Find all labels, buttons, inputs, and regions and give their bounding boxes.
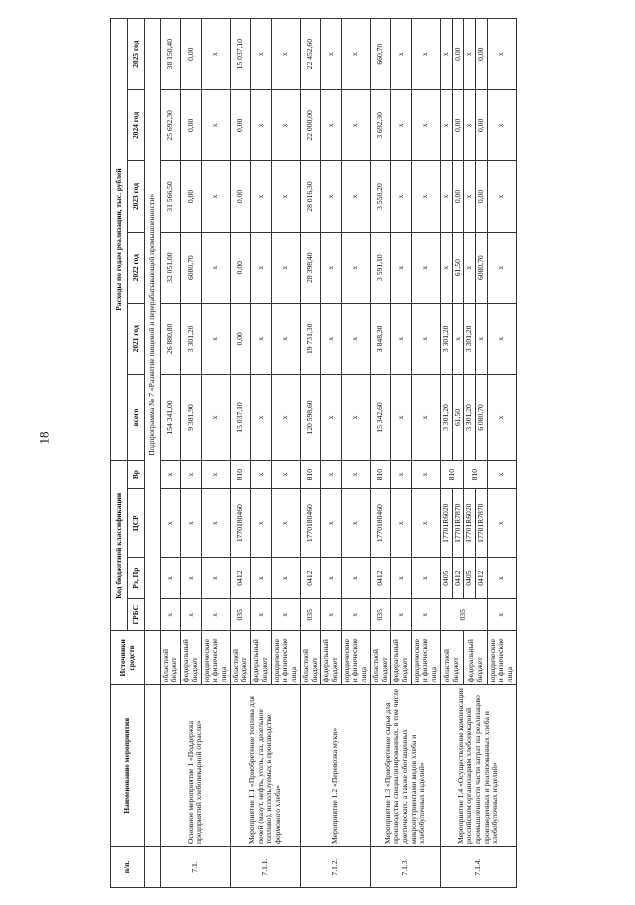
value-2022: х: [411, 232, 440, 303]
header-2023: 2023 год: [128, 161, 145, 232]
rzpr-code: 0412: [370, 558, 390, 599]
value-2021: х: [452, 303, 464, 374]
header-expenses: Расходы по годам реализации, тыс. рублей: [111, 19, 128, 461]
total-value: 6 080,70: [476, 374, 488, 460]
value-2025: х: [271, 19, 300, 90]
measure-name: Мероприятие 1.3 «Приобретение сырья для производства специализированных, в том числе диетических, а также обогащенных микронутриентами видов хлеба и хлебобулочных изделий»: [370, 685, 440, 847]
row-number: 7.1.1.: [230, 847, 300, 888]
rzpr-code: 0412: [452, 558, 464, 599]
vr-code: 810: [370, 461, 390, 489]
grbs-code: х: [160, 599, 180, 631]
header-2022: 2022 год: [128, 232, 145, 303]
value-2022: 6080,70: [181, 232, 201, 303]
value-2024: х: [440, 90, 452, 161]
value-2021: х: [476, 303, 488, 374]
table-row: [160, 19, 180, 888]
vr-code: х: [251, 461, 271, 489]
vr-code: 810: [230, 461, 250, 489]
grbs-code: х: [341, 599, 370, 631]
funding-source: областной бюджет: [370, 631, 390, 685]
value-2024: х: [391, 90, 411, 161]
value-2023: 31 566,50: [160, 161, 180, 232]
value-2023: 0,00: [181, 161, 201, 232]
csr-code: 1770180460: [300, 489, 320, 558]
csr-code: 17701R6020: [464, 489, 476, 558]
value-2025: 0,00: [181, 19, 201, 90]
page-number: 18: [36, 431, 52, 445]
value-2024: х: [341, 90, 370, 161]
value-2022: 6080,70: [476, 232, 488, 303]
value-2021: 3 301,20: [440, 303, 452, 374]
header-name: Наименование мероприятия: [111, 685, 145, 847]
rzpr-code: 0412: [230, 558, 250, 599]
value-2023: х: [271, 161, 300, 232]
measure-name: Мероприятие 1.1 «Приобретение топлива для печей (мазут, нефть, уголь, газ, дизельное топливо), используемых в производстве формового хлеба»: [230, 685, 300, 847]
value-2022: х: [440, 232, 452, 303]
grbs-code: 035: [300, 599, 320, 631]
funding-source: федеральный бюджет: [251, 631, 271, 685]
row-number: 7.1.4.: [440, 847, 516, 888]
grbs-code: х: [251, 599, 271, 631]
vr-code: х: [391, 461, 411, 489]
value-2023: 28 016,30: [300, 161, 320, 232]
csr-code: х: [391, 489, 411, 558]
value-2025: х: [391, 19, 411, 90]
csr-code: х: [251, 489, 271, 558]
csr-code: х: [160, 489, 180, 558]
table-row: [230, 19, 250, 888]
value-2024: х: [487, 90, 516, 161]
total-value: х: [251, 374, 271, 460]
total-value: 120 598,60: [300, 374, 320, 460]
value-2022: х: [464, 232, 476, 303]
value-2023: 3 550,20: [370, 161, 390, 232]
rzpr-code: 0412: [300, 558, 320, 599]
value-2023: х: [487, 161, 516, 232]
rzpr-code: х: [201, 558, 230, 599]
value-2023: х: [341, 161, 370, 232]
total-value: 15 037,10: [230, 374, 250, 460]
vr-code: х: [341, 461, 370, 489]
value-2023: х: [251, 161, 271, 232]
value-2024: 0,00: [476, 90, 488, 161]
value-2023: 0,00: [476, 161, 488, 232]
rzpr-code: х: [321, 558, 341, 599]
csr-code: 1770180460: [230, 489, 250, 558]
value-2022: х: [487, 232, 516, 303]
value-2025: х: [440, 19, 452, 90]
header-total: всего: [128, 374, 145, 460]
header-grbs: ГРБС: [128, 599, 145, 631]
value-2022: х: [321, 232, 341, 303]
value-2025: х: [464, 19, 476, 90]
grbs-code: х: [321, 599, 341, 631]
rzpr-code: 0405: [464, 558, 476, 599]
funding-source: федеральный бюджет: [181, 631, 201, 685]
value-2024: 0,00: [230, 90, 250, 161]
value-2022: 28 398,40: [300, 232, 320, 303]
total-value: х: [411, 374, 440, 460]
value-2023: х: [440, 161, 452, 232]
value-2021: 3 301,20: [464, 303, 476, 374]
grbs-code: 035: [370, 599, 390, 631]
csr-code: 1770180460: [370, 489, 390, 558]
csr-code: х: [487, 489, 516, 558]
value-2025: 15 037,10: [230, 19, 250, 90]
vr-code: 810: [300, 461, 320, 489]
value-2024: х: [321, 90, 341, 161]
value-2025: х: [411, 19, 440, 90]
funding-source: юридические и физические лица: [201, 631, 230, 685]
rzpr-code: х: [411, 558, 440, 599]
funding-source: областной бюджет: [160, 631, 180, 685]
value-2025: 0,00: [476, 19, 488, 90]
grbs-code: х: [487, 599, 516, 631]
expenses-table: [110, 18, 517, 888]
value-2021: 19 731,30: [300, 303, 320, 374]
csr-code: х: [411, 489, 440, 558]
vr-code: х: [487, 461, 516, 489]
value-2022: х: [251, 232, 271, 303]
value-2022: 3 591,10: [370, 232, 390, 303]
value-2021: 3 848,30: [370, 303, 390, 374]
funding-source: федеральный бюджет: [464, 631, 487, 685]
total-value: х: [487, 374, 516, 460]
value-2021: 0,00: [230, 303, 250, 374]
value-2021: 26 880,80: [160, 303, 180, 374]
csr-code: 17701R7870: [476, 489, 488, 558]
funding-source: областной бюджет: [440, 631, 463, 685]
rzpr-code: х: [251, 558, 271, 599]
grbs-code: х: [201, 599, 230, 631]
value-2024: х: [201, 90, 230, 161]
value-2021: х: [251, 303, 271, 374]
grbs-code: х: [391, 599, 411, 631]
value-2024: 3 692,30: [370, 90, 390, 161]
csr-code: х: [201, 489, 230, 558]
measure-name: Мероприятие 1.4 «Осуществление компенсации российским организациям хлебопекарной промышленности части затрат на реализацию произведенных и реализованных хлеба и хлебобулочных изделий»: [440, 685, 516, 847]
header-source: Источники средств: [111, 631, 145, 685]
value-2024: х: [411, 90, 440, 161]
value-2022: х: [201, 232, 230, 303]
table-row: [440, 19, 452, 888]
value-2025: х: [487, 19, 516, 90]
value-2024: 0,00: [452, 90, 464, 161]
value-2025: 22 452,60: [300, 19, 320, 90]
grbs-code: х: [181, 599, 201, 631]
value-2021: х: [201, 303, 230, 374]
funding-source: федеральный бюджет: [321, 631, 341, 685]
total-value: 9 381,90: [181, 374, 201, 460]
funding-source: юридические и физические лица: [341, 631, 370, 685]
rzpr-code: х: [391, 558, 411, 599]
vr-code: х: [160, 461, 180, 489]
total-value: х: [391, 374, 411, 460]
row-number: 7.1.3.: [370, 847, 440, 888]
csr-code: х: [321, 489, 341, 558]
header-vr: Вр: [128, 461, 145, 489]
rzpr-code: х: [341, 558, 370, 599]
value-2023: 0,00: [230, 161, 250, 232]
rzpr-code: х: [181, 558, 201, 599]
value-2022: 0,00: [230, 232, 250, 303]
rotated-table-container: [110, 18, 620, 888]
funding-source: юридические и физические лица: [487, 631, 516, 685]
value-2024: 25 692,30: [160, 90, 180, 161]
value-2025: 38 150,40: [160, 19, 180, 90]
value-2023: х: [464, 161, 476, 232]
table-row: [370, 19, 390, 888]
value-2024: 0,00: [181, 90, 201, 161]
grbs-code: х: [271, 599, 300, 631]
total-value: 61,50: [452, 374, 464, 460]
header-2025: 2025 год: [128, 19, 145, 90]
measure-name: Основное мероприятие 1 «Поддержка предприятий хлебопекарной отрасли»: [160, 685, 230, 847]
total-value: х: [341, 374, 370, 460]
value-2021: 3 301,20: [181, 303, 201, 374]
header-csr: ЦСР: [128, 489, 145, 558]
rzpr-code: х: [487, 558, 516, 599]
header-num: п/п.: [111, 847, 145, 888]
subprogram-title: Подпрограмма № 7 «Развитие пищевой и перерабатывающей промышленности»: [145, 19, 161, 631]
value-2023: х: [201, 161, 230, 232]
value-2023: 0,00: [452, 161, 464, 232]
rzpr-code: х: [271, 558, 300, 599]
rzpr-code: 0412: [476, 558, 488, 599]
value-2023: х: [321, 161, 341, 232]
total-value: 3 301,20: [464, 374, 476, 460]
vr-code: х: [181, 461, 201, 489]
value-2023: х: [411, 161, 440, 232]
vr-code: 810: [464, 461, 487, 489]
value-2021: х: [411, 303, 440, 374]
funding-source: юридические и физические лица: [271, 631, 300, 685]
value-2022: х: [341, 232, 370, 303]
total-value: 15 342,60: [370, 374, 390, 460]
total-value: х: [271, 374, 300, 460]
csr-code: 17701R7870: [452, 489, 464, 558]
value-2022: 32 051,00: [160, 232, 180, 303]
grbs-code: 035: [440, 599, 487, 631]
value-2021: х: [487, 303, 516, 374]
vr-code: х: [271, 461, 300, 489]
value-2025: 660,70: [370, 19, 390, 90]
value-2024: х: [251, 90, 271, 161]
csr-code: 17701R6020: [440, 489, 452, 558]
value-2025: х: [251, 19, 271, 90]
value-2021: х: [391, 303, 411, 374]
value-2022: х: [271, 232, 300, 303]
value-2025: х: [201, 19, 230, 90]
measure-name: Мероприятие 1.2 «Перевозка муки»: [300, 685, 370, 847]
value-2021: х: [321, 303, 341, 374]
value-2021: х: [341, 303, 370, 374]
value-2025: х: [341, 19, 370, 90]
total-value: 154 341,00: [160, 374, 180, 460]
header-budget-code: Код бюджетной классификации: [111, 461, 128, 631]
rzpr-code: 0405: [440, 558, 452, 599]
value-2024: х: [464, 90, 476, 161]
vr-code: 810: [440, 461, 463, 489]
value-2022: х: [391, 232, 411, 303]
total-value: х: [321, 374, 341, 460]
value-2024: 22 000,00: [300, 90, 320, 161]
value-2023: х: [391, 161, 411, 232]
grbs-code: 035: [230, 599, 250, 631]
header-2024: 2024 год: [128, 90, 145, 161]
vr-code: х: [321, 461, 341, 489]
row-number: 7.1.: [160, 847, 230, 888]
value-2021: х: [271, 303, 300, 374]
csr-code: х: [271, 489, 300, 558]
value-2025: х: [321, 19, 341, 90]
vr-code: х: [411, 461, 440, 489]
header-rzpr: Рз, Пр: [128, 558, 145, 599]
funding-source: федеральный бюджет: [391, 631, 411, 685]
csr-code: х: [181, 489, 201, 558]
rzpr-code: х: [160, 558, 180, 599]
row-number: 7.1.2.: [300, 847, 370, 888]
table-row: [300, 19, 320, 888]
value-2022: 61,50: [452, 232, 464, 303]
vr-code: х: [201, 461, 230, 489]
funding-source: юридические и физические лица: [411, 631, 440, 685]
csr-code: х: [341, 489, 370, 558]
total-value: х: [201, 374, 230, 460]
funding-source: областной бюджет: [300, 631, 320, 685]
header-2021: 2021 год: [128, 303, 145, 374]
value-2024: х: [271, 90, 300, 161]
total-value: 3 301,20: [440, 374, 452, 460]
value-2025: 0,00: [452, 19, 464, 90]
grbs-code: х: [411, 599, 440, 631]
funding-source: областной бюджет: [230, 631, 250, 685]
